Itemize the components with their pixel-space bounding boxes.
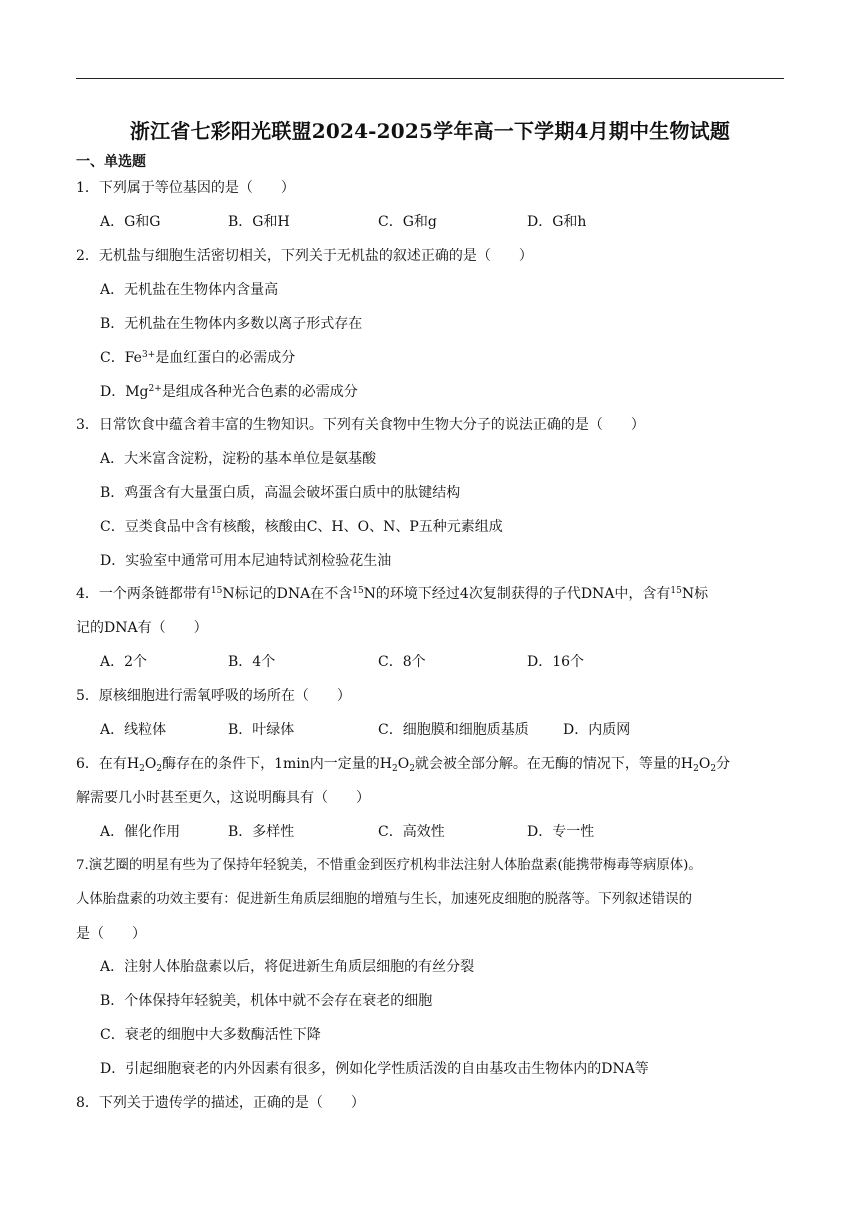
option-d: D．实验室中通常可用本尼迪特试剂检验花生油 (100, 553, 392, 569)
option-a: A．注射人体胎盘素以后，将促进新生角质层细胞的有丝分裂 (100, 959, 475, 975)
header-rule (76, 78, 784, 79)
option-c: C．$Fe^{3+}$是血红蛋白的必需成分 (100, 350, 296, 366)
question-7-stem-line-2: 人体胎盘素的功效主要有：促进新生角质层细胞的增殖与生长，加速死皮细胞的脱落等。下列叙述错误的 (76, 892, 692, 907)
option-d: D．$Mg^{2+}$是组成各种光合色素的必需成分 (100, 384, 358, 400)
option-d: D．专一性 (527, 824, 595, 840)
option-d: D．16个 (527, 654, 585, 670)
option-c: C．G和g (378, 214, 437, 230)
question-1-stem: 1．下列属于等位基因的是（ ） (76, 180, 295, 196)
question-7-stem-line-3: 是（ ） (76, 926, 146, 942)
option-d: D．内质网 (563, 722, 631, 738)
superscript: 2+ (148, 384, 162, 394)
option-a: A．催化作用 (100, 824, 181, 840)
section-heading: 一、单选题 (76, 154, 146, 170)
question-5-stem: 5．原核细胞进行需氧呼吸的场所在（ ） (76, 688, 351, 704)
option-c: C．豆类食品中含有核酸，核酸由C、H、O、N、P五种元素组成 (100, 519, 503, 535)
question-7-stem-line-1: 7.演艺圈的明星有些为了保持年轻貌美，不惜重金到医疗机构非法注射人体胎盘素(能携带梅毒等病原体)。 (76, 858, 702, 873)
option-b: B．4个 (228, 654, 276, 670)
question-8-stem: 8．下列关于遗传学的描述，正确的是（ ） (76, 1095, 365, 1111)
option-c: C．高效性 (378, 824, 445, 840)
question-6-options (0, 822, 860, 842)
option-a: A．线粒体 (100, 722, 167, 738)
page-title: 浙江省七彩阳光联盟2024-2025学年高一下学期4月期中生物试题 (129, 119, 731, 143)
option-c: C．细胞膜和细胞质基质 (378, 722, 529, 738)
option-c: C．衰老的细胞中大多数酶活性下降 (100, 1027, 321, 1043)
option-a: A．大米富含淀粉，淀粉的基本单位是氨基酸 (100, 451, 377, 467)
option-c: C．8个 (378, 654, 426, 670)
option-d: D．引起细胞衰老的内外因素有很多，例如化学性质活泼的自由基攻击生物体内的DNA等 (100, 1061, 649, 1077)
question-3-stem: 3．日常饮食中蕴含着丰富的生物知识。下列有关食物中生物大分子的说法正确的是（ ） (76, 417, 645, 433)
option-a: A．G和G (100, 214, 161, 230)
option-a: A．无机盐在生物体内含量高 (100, 282, 279, 298)
option-b: B．个体保持年轻貌美，机体中就不会存在衰老的细胞 (100, 993, 433, 1009)
question-1-options (0, 212, 860, 232)
option-b: B．G和H (228, 214, 290, 230)
option-b: B．鸡蛋含有大量蛋白质，高温会破坏蛋白质中的肽键结构 (100, 485, 461, 501)
question-4-stem-line-2: 记的DNA有（ ） (76, 620, 208, 636)
question-5-options (0, 720, 860, 740)
option-b: B．无机盐在生物体内多数以离子形式存在 (100, 316, 363, 332)
option-b: B．多样性 (228, 824, 295, 840)
question-6-stem-line-2: 解需要几小时甚至更久，这说明酶具有（ ） (76, 790, 370, 806)
option-a: A．2个 (100, 654, 148, 670)
question-4-options (0, 652, 860, 672)
question-2-stem: 2．无机盐与细胞生活密切相关，下列关于无机盐的叙述正确的是（ ） (76, 248, 533, 264)
question-4-stem-line-1: 4．一个两条链都带有$^{15}$N标记的DNA在不含$^{15}$N的环境下经过4次复制获得的子代DNA中，含有$^{15}$N标 (76, 586, 709, 602)
question-6-stem-line-1: 6．在有$H_2O_2$酶存在的条件下，1min内一定量的$H_2O_2$就会被全部分解。在无酶的情况下，等量的$H_2O_2$分 (76, 756, 731, 774)
option-b: B．叶绿体 (228, 722, 295, 738)
superscript: 3+ (141, 350, 156, 360)
option-d: D．G和h (527, 214, 587, 230)
